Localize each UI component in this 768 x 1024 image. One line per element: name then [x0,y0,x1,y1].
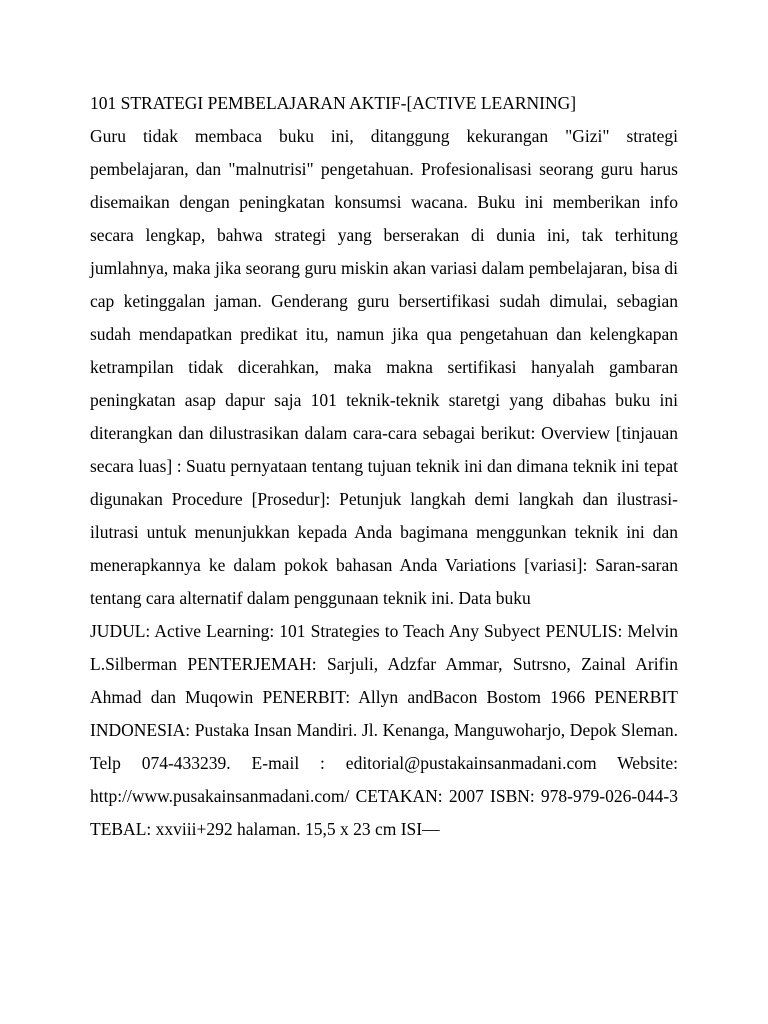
document-title: 101 STRATEGI PEMBELAJARAN AKTIF-[ACTIVE LEARNING] [90,93,577,113]
body-paragraph-1: Guru tidak membaca buku ini, ditanggung kekurangan "Gizi" strategi pembelajaran, dan "malnutrisi" pengetahuan. Profesionalisasi seorang guru harus disemaikan dengan peningkatan konsumsi wacana. Buku ini memberikan info secara lengkap, bahwa strategi yang berserakan di dunia ini, tak terhitung jumlahnya, maka jika seorang guru miskin akan variasi dalam pembelajaran, bisa di cap ketinggalan jaman. Genderang guru bersertifikasi sudah dimulai, sebagian sudah mendapatkan predikat itu, namun jika qua pengetahuan dan kelengkapan ketrampilan tidak dicerahkan, maka makna sertifikasi hanyalah gambaran peningkatan asap dapur saja 101 teknik-teknik staretgi yang dibahas buku ini diterangkan dan dilustrasikan dalam cara-cara sebagai berikut: Overview [tinjauan secara luas] : Suatu pernyataan tentang tujuan teknik ini dan dimana teknik ini tepat digunakan Procedure [Prosedur]: Petunjuk langkah demi langkah dan ilustrasi-ilutrasi untuk menunjukkan kepada Anda bagimana menggunkan teknik ini dan menerapkannya ke dalam pokok bahasan Anda Variations [variasi]: Saran-saran tentang cara alternatif dalam penggunaan teknik ini. Data buku [90,126,678,608]
document-page [90,87,678,846]
body-paragraph-2: JUDUL: Active Learning: 101 Strategies to Teach Any Subyect PENULIS: Melvin L.Silberman PENTERJEMAH: Sarjuli, Adzfar Ammar, Sutrsno, Zainal Arifin Ahmad dan Muqowin PENERBIT: Allyn andBacon Bostom 1966 PENERBIT INDONESIA: Pustaka Insan Mandiri. Jl. Kenanga, Manguwoharjo, Depok Sleman. Telp 074-433239. E-mail : editorial@pustakainsanmadani.com Website: http://www.pusakainsanmadani.com/ CETAKAN: 2007 ISBN: 978-979-026-044-3 TEBAL: xxviii+292 halaman. 15,5 x 23 cm ISI— [90,621,678,839]
